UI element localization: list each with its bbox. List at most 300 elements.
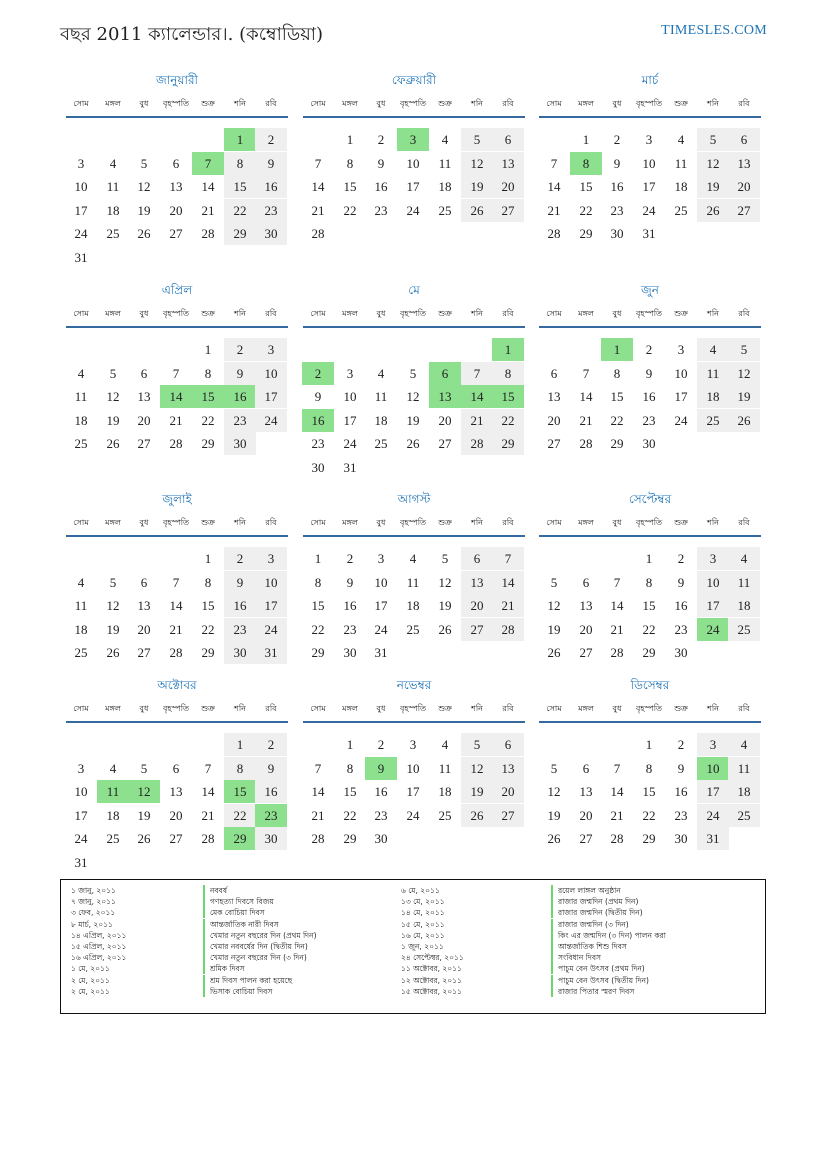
day-cell[interactable]: 31	[697, 827, 729, 850]
day-cell[interactable]: 13	[728, 152, 760, 175]
day-cell[interactable]: 5	[461, 733, 493, 756]
day-cell[interactable]: 3	[346, 365, 354, 381]
day-cell[interactable]: 26	[137, 831, 151, 847]
day-cell[interactable]: 8	[346, 760, 354, 776]
day-cell[interactable]: 25	[106, 226, 120, 242]
day-cell[interactable]: 29	[343, 831, 357, 847]
day-cell[interactable]: 23	[642, 412, 656, 428]
day-cell[interactable]: 26	[106, 436, 120, 452]
holiday-day-cell[interactable]: 9	[365, 757, 397, 780]
day-cell[interactable]: 18	[406, 598, 420, 614]
day-cell[interactable]: 21	[610, 807, 624, 823]
day-cell[interactable]: 17	[642, 179, 656, 195]
day-cell[interactable]: 5	[461, 128, 493, 151]
day-cell[interactable]: 21	[311, 202, 325, 218]
holiday-day-cell[interactable]: 14	[160, 385, 192, 408]
day-cell[interactable]: 9	[613, 155, 621, 171]
day-cell[interactable]: 26	[547, 831, 561, 847]
day-cell[interactable]: 14	[579, 389, 593, 405]
day-cell[interactable]: 22	[201, 621, 215, 637]
day-cell[interactable]: 7	[613, 760, 621, 776]
day-cell[interactable]: 5	[697, 128, 729, 151]
day-cell[interactable]: 12	[461, 757, 493, 780]
day-cell[interactable]: 31	[74, 855, 88, 870]
day-cell[interactable]: 3	[697, 733, 729, 756]
day-cell[interactable]: 1	[314, 551, 322, 566]
day-cell[interactable]: 20	[461, 594, 493, 617]
day-cell[interactable]: 10	[406, 760, 420, 776]
day-cell[interactable]: 2	[255, 128, 287, 151]
day-cell[interactable]: 25	[728, 618, 760, 641]
day-cell[interactable]: 20	[728, 175, 760, 198]
holiday-day-cell[interactable]: 16	[224, 385, 256, 408]
day-cell[interactable]: 10	[697, 571, 729, 594]
day-cell[interactable]: 10	[642, 155, 656, 171]
day-cell[interactable]: 21	[201, 807, 215, 823]
day-cell[interactable]: 6	[140, 574, 148, 590]
day-cell[interactable]: 7	[582, 365, 590, 381]
day-cell[interactable]: 6	[550, 365, 558, 381]
holiday-day-cell[interactable]: 14	[461, 385, 493, 408]
day-cell[interactable]: 28	[610, 831, 624, 847]
day-cell[interactable]: 3	[409, 737, 417, 752]
holiday-day-cell[interactable]: 24	[697, 618, 729, 641]
day-cell[interactable]: 2	[255, 733, 287, 756]
day-cell[interactable]: 18	[106, 202, 120, 218]
day-cell[interactable]: 22	[642, 807, 656, 823]
day-cell[interactable]: 24	[255, 409, 287, 432]
day-cell[interactable]: 31	[74, 250, 88, 265]
holiday-day-cell[interactable]: 1	[224, 128, 256, 151]
day-cell[interactable]: 22	[343, 202, 357, 218]
holiday-day-cell[interactable]: 23	[255, 804, 287, 827]
day-cell[interactable]: 11	[728, 757, 760, 780]
day-cell[interactable]: 24	[343, 436, 357, 452]
day-cell[interactable]: 15	[642, 784, 656, 800]
day-cell[interactable]: 21	[169, 621, 183, 637]
day-cell[interactable]: 7	[461, 362, 493, 385]
day-cell[interactable]: 30	[255, 827, 287, 850]
day-cell[interactable]: 17	[255, 594, 287, 617]
day-cell[interactable]: 16	[224, 594, 256, 617]
day-cell[interactable]: 27	[169, 831, 183, 847]
day-cell[interactable]: 21	[461, 409, 493, 432]
day-cell[interactable]: 20	[492, 175, 524, 198]
day-cell[interactable]: 21	[311, 807, 325, 823]
day-cell[interactable]: 5	[140, 155, 148, 171]
day-cell[interactable]: 20	[438, 412, 452, 428]
day-cell[interactable]: 30	[674, 831, 688, 847]
day-cell[interactable]: 25	[728, 804, 760, 827]
day-cell[interactable]: 28	[311, 226, 325, 242]
day-cell[interactable]: 3	[645, 132, 653, 147]
day-cell[interactable]: 2	[645, 342, 653, 357]
day-cell[interactable]: 3	[697, 547, 729, 570]
day-cell[interactable]: 18	[438, 179, 452, 195]
holiday-day-cell[interactable]: 29	[224, 827, 256, 850]
day-cell[interactable]: 18	[374, 412, 388, 428]
day-cell[interactable]: 11	[697, 362, 729, 385]
day-cell[interactable]: 6	[492, 128, 524, 151]
day-cell[interactable]: 31	[255, 641, 287, 664]
day-cell[interactable]: 6	[582, 574, 590, 590]
day-cell[interactable]: 15	[343, 784, 357, 800]
day-cell[interactable]: 24	[74, 831, 88, 847]
day-cell[interactable]: 17	[406, 179, 420, 195]
day-cell[interactable]: 9	[255, 757, 287, 780]
day-cell[interactable]: 8	[645, 760, 653, 776]
day-cell[interactable]: 10	[255, 571, 287, 594]
day-cell[interactable]: 23	[311, 436, 325, 452]
day-cell[interactable]: 5	[109, 365, 117, 381]
day-cell[interactable]: 18	[106, 807, 120, 823]
day-cell[interactable]: 19	[106, 621, 120, 637]
day-cell[interactable]: 26	[106, 645, 120, 661]
day-cell[interactable]: 11	[728, 571, 760, 594]
day-cell[interactable]: 2	[677, 551, 685, 566]
day-cell[interactable]: 13	[579, 784, 593, 800]
day-cell[interactable]: 24	[697, 804, 729, 827]
day-cell[interactable]: 19	[461, 780, 493, 803]
day-cell[interactable]: 26	[697, 199, 729, 222]
day-cell[interactable]: 27	[579, 645, 593, 661]
day-cell[interactable]: 5	[550, 574, 558, 590]
day-cell[interactable]: 31	[343, 460, 357, 475]
day-cell[interactable]: 5	[441, 551, 449, 566]
day-cell[interactable]: 2	[224, 338, 256, 361]
day-cell[interactable]: 14	[311, 784, 325, 800]
day-cell[interactable]: 19	[697, 175, 729, 198]
day-cell[interactable]: 21	[169, 412, 183, 428]
day-cell[interactable]: 12	[106, 598, 120, 614]
day-cell[interactable]: 30	[674, 645, 688, 661]
day-cell[interactable]: 4	[109, 760, 117, 776]
day-cell[interactable]: 28	[169, 436, 183, 452]
day-cell[interactable]: 6	[582, 760, 590, 776]
day-cell[interactable]: 26	[728, 409, 760, 432]
day-cell[interactable]: 19	[438, 598, 452, 614]
day-cell[interactable]: 9	[224, 571, 256, 594]
day-cell[interactable]: 4	[109, 155, 117, 171]
day-cell[interactable]: 9	[314, 389, 322, 405]
day-cell[interactable]: 22	[224, 804, 256, 827]
day-cell[interactable]: 5	[728, 338, 760, 361]
day-cell[interactable]: 30	[642, 436, 656, 452]
day-cell[interactable]: 27	[169, 226, 183, 242]
day-cell[interactable]: 13	[137, 598, 151, 614]
day-cell[interactable]: 12	[137, 179, 151, 195]
day-cell[interactable]: 4	[728, 547, 760, 570]
day-cell[interactable]: 18	[697, 385, 729, 408]
site-brand-link[interactable]: TIMESLES.COM	[661, 23, 767, 38]
day-cell[interactable]: 19	[461, 175, 493, 198]
day-cell[interactable]: 20	[492, 780, 524, 803]
day-cell[interactable]: 27	[728, 199, 760, 222]
day-cell[interactable]: 24	[642, 202, 656, 218]
day-cell[interactable]: 27	[492, 199, 524, 222]
holiday-day-cell[interactable]: 3	[397, 128, 429, 151]
day-cell[interactable]: 6	[172, 155, 180, 171]
day-cell[interactable]: 21	[201, 202, 215, 218]
day-cell[interactable]: 26	[406, 436, 420, 452]
day-cell[interactable]: 28	[579, 436, 593, 452]
day-cell[interactable]: 9	[677, 574, 685, 590]
day-cell[interactable]: 15	[642, 598, 656, 614]
day-cell[interactable]: 14	[492, 571, 524, 594]
day-cell[interactable]: 2	[677, 737, 685, 752]
day-cell[interactable]: 10	[374, 574, 388, 590]
day-cell[interactable]: 6	[492, 733, 524, 756]
day-cell[interactable]: 18	[674, 179, 688, 195]
day-cell[interactable]: 19	[406, 412, 420, 428]
day-cell[interactable]: 12	[697, 152, 729, 175]
day-cell[interactable]: 7	[172, 365, 180, 381]
day-cell[interactable]: 13	[492, 152, 524, 175]
day-cell[interactable]: 5	[140, 760, 148, 776]
day-cell[interactable]: 9	[677, 760, 685, 776]
day-cell[interactable]: 12	[438, 574, 452, 590]
day-cell[interactable]: 7	[613, 574, 621, 590]
day-cell[interactable]: 23	[674, 807, 688, 823]
day-cell[interactable]: 14	[311, 179, 325, 195]
day-cell[interactable]: 2	[346, 551, 354, 566]
day-cell[interactable]: 21	[492, 594, 524, 617]
day-cell[interactable]: 9	[645, 365, 653, 381]
day-cell[interactable]: 28	[201, 226, 215, 242]
day-cell[interactable]: 16	[255, 780, 287, 803]
day-cell[interactable]: 6	[140, 365, 148, 381]
day-cell[interactable]: 22	[224, 199, 256, 222]
day-cell[interactable]: 21	[610, 621, 624, 637]
day-cell[interactable]: 23	[374, 807, 388, 823]
day-cell[interactable]: 26	[137, 226, 151, 242]
day-cell[interactable]: 4	[377, 365, 385, 381]
day-cell[interactable]: 4	[441, 737, 449, 752]
day-cell[interactable]: 8	[224, 757, 256, 780]
day-cell[interactable]: 17	[697, 780, 729, 803]
day-cell[interactable]: 11	[438, 155, 452, 171]
day-cell[interactable]: 11	[438, 760, 452, 776]
day-cell[interactable]: 27	[492, 804, 524, 827]
day-cell[interactable]: 4	[697, 338, 729, 361]
day-cell[interactable]: 13	[579, 598, 593, 614]
day-cell[interactable]: 10	[674, 365, 688, 381]
day-cell[interactable]: 17	[697, 594, 729, 617]
day-cell[interactable]: 28	[547, 226, 561, 242]
day-cell[interactable]: 7	[314, 155, 322, 171]
day-cell[interactable]: 8	[314, 574, 322, 590]
day-cell[interactable]: 16	[674, 598, 688, 614]
day-cell[interactable]: 3	[377, 551, 385, 566]
day-cell[interactable]: 9	[377, 155, 385, 171]
day-cell[interactable]: 13	[547, 389, 561, 405]
day-cell[interactable]: 8	[204, 574, 212, 590]
day-cell[interactable]: 7	[172, 574, 180, 590]
day-cell[interactable]: 5	[550, 760, 558, 776]
day-cell[interactable]: 17	[374, 598, 388, 614]
day-cell[interactable]: 8	[204, 365, 212, 381]
day-cell[interactable]: 4	[409, 551, 417, 566]
day-cell[interactable]: 3	[255, 547, 287, 570]
day-cell[interactable]: 18	[438, 784, 452, 800]
day-cell[interactable]: 3	[255, 338, 287, 361]
day-cell[interactable]: 16	[255, 175, 287, 198]
day-cell[interactable]: 30	[311, 460, 325, 475]
day-cell[interactable]: 16	[374, 784, 388, 800]
day-cell[interactable]: 25	[697, 409, 729, 432]
day-cell[interactable]: 10	[74, 179, 88, 195]
day-cell[interactable]: 16	[610, 179, 624, 195]
day-cell[interactable]: 3	[677, 342, 685, 357]
day-cell[interactable]: 27	[579, 831, 593, 847]
day-cell[interactable]: 10	[343, 389, 357, 405]
day-cell[interactable]: 20	[137, 621, 151, 637]
day-cell[interactable]: 15	[311, 598, 325, 614]
day-cell[interactable]: 16	[674, 784, 688, 800]
day-cell[interactable]: 4	[728, 733, 760, 756]
day-cell[interactable]: 16	[343, 598, 357, 614]
day-cell[interactable]: 12	[728, 362, 760, 385]
holiday-day-cell[interactable]: 12	[128, 780, 160, 803]
holiday-day-cell[interactable]: 11	[97, 780, 129, 803]
day-cell[interactable]: 7	[492, 547, 524, 570]
holiday-day-cell[interactable]: 15	[224, 780, 256, 803]
day-cell[interactable]: 30	[255, 222, 287, 245]
holiday-day-cell[interactable]: 13	[429, 385, 461, 408]
day-cell[interactable]: 15	[224, 175, 256, 198]
day-cell[interactable]: 24	[374, 621, 388, 637]
day-cell[interactable]: 11	[74, 598, 88, 614]
day-cell[interactable]: 29	[579, 226, 593, 242]
day-cell[interactable]: 20	[169, 807, 183, 823]
day-cell[interactable]: 7	[204, 760, 212, 776]
day-cell[interactable]: 9	[255, 152, 287, 175]
day-cell[interactable]: 29	[224, 222, 256, 245]
day-cell[interactable]: 19	[106, 412, 120, 428]
day-cell[interactable]: 14	[610, 784, 624, 800]
day-cell[interactable]: 23	[224, 409, 256, 432]
day-cell[interactable]: 28	[492, 618, 524, 641]
day-cell[interactable]: 12	[406, 389, 420, 405]
day-cell[interactable]: 29	[642, 831, 656, 847]
day-cell[interactable]: 24	[255, 618, 287, 641]
day-cell[interactable]: 9	[346, 574, 354, 590]
day-cell[interactable]: 1	[645, 737, 653, 752]
day-cell[interactable]: 14	[201, 784, 215, 800]
day-cell[interactable]: 18	[74, 412, 88, 428]
day-cell[interactable]: 26	[438, 621, 452, 637]
day-cell[interactable]: 3	[77, 760, 85, 776]
day-cell[interactable]: 19	[137, 202, 151, 218]
day-cell[interactable]: 21	[579, 412, 593, 428]
day-cell[interactable]: 17	[343, 412, 357, 428]
holiday-day-cell[interactable]: 1	[492, 338, 524, 361]
day-cell[interactable]: 30	[374, 831, 388, 847]
day-cell[interactable]: 14	[547, 179, 561, 195]
day-cell[interactable]: 13	[461, 571, 493, 594]
day-cell[interactable]: 11	[674, 155, 688, 171]
day-cell[interactable]: 22	[201, 412, 215, 428]
day-cell[interactable]: 10	[406, 155, 420, 171]
day-cell[interactable]: 4	[77, 574, 85, 590]
day-cell[interactable]: 1	[204, 551, 212, 566]
day-cell[interactable]: 15	[610, 389, 624, 405]
holiday-day-cell[interactable]: 16	[302, 409, 334, 432]
day-cell[interactable]: 21	[547, 202, 561, 218]
day-cell[interactable]: 1	[204, 342, 212, 357]
day-cell[interactable]: 8	[613, 365, 621, 381]
day-cell[interactable]: 8	[346, 155, 354, 171]
day-cell[interactable]: 31	[642, 226, 656, 242]
day-cell[interactable]: 22	[311, 621, 325, 637]
day-cell[interactable]: 17	[255, 385, 287, 408]
day-cell[interactable]: 1	[346, 132, 354, 147]
day-cell[interactable]: 13	[137, 389, 151, 405]
day-cell[interactable]: 14	[169, 598, 183, 614]
day-cell[interactable]: 29	[610, 436, 624, 452]
day-cell[interactable]: 4	[441, 132, 449, 147]
holiday-day-cell[interactable]: 2	[302, 362, 334, 385]
day-cell[interactable]: 20	[137, 412, 151, 428]
day-cell[interactable]: 17	[74, 807, 88, 823]
holiday-day-cell[interactable]: 15	[492, 385, 524, 408]
day-cell[interactable]: 15	[201, 598, 215, 614]
day-cell[interactable]: 24	[406, 202, 420, 218]
day-cell[interactable]: 5	[409, 365, 417, 381]
day-cell[interactable]: 19	[728, 385, 760, 408]
day-cell[interactable]: 18	[74, 621, 88, 637]
day-cell[interactable]: 31	[374, 645, 388, 661]
holiday-day-cell[interactable]: 15	[192, 385, 224, 408]
day-cell[interactable]: 7	[550, 155, 558, 171]
day-cell[interactable]: 1	[224, 733, 256, 756]
day-cell[interactable]: 25	[374, 436, 388, 452]
day-cell[interactable]: 1	[346, 737, 354, 752]
day-cell[interactable]: 12	[547, 784, 561, 800]
holiday-day-cell[interactable]: 7	[192, 152, 224, 175]
day-cell[interactable]: 11	[374, 389, 388, 405]
day-cell[interactable]: 30	[343, 645, 357, 661]
day-cell[interactable]: 3	[77, 155, 85, 171]
day-cell[interactable]: 10	[74, 784, 88, 800]
day-cell[interactable]: 17	[406, 784, 420, 800]
day-cell[interactable]: 27	[137, 645, 151, 661]
day-cell[interactable]: 6	[172, 760, 180, 776]
day-cell[interactable]: 25	[406, 621, 420, 637]
day-cell[interactable]: 11	[106, 179, 120, 195]
day-cell[interactable]: 16	[642, 389, 656, 405]
day-cell[interactable]: 19	[137, 807, 151, 823]
day-cell[interactable]: 25	[74, 436, 88, 452]
day-cell[interactable]: 30	[610, 226, 624, 242]
day-cell[interactable]: 28	[169, 645, 183, 661]
day-cell[interactable]: 11	[74, 389, 88, 405]
day-cell[interactable]: 28	[461, 432, 493, 455]
day-cell[interactable]: 25	[438, 807, 452, 823]
day-cell[interactable]: 2	[377, 737, 385, 752]
day-cell[interactable]: 28	[610, 645, 624, 661]
day-cell[interactable]: 20	[169, 202, 183, 218]
day-cell[interactable]: 24	[674, 412, 688, 428]
day-cell[interactable]: 17	[674, 389, 688, 405]
holiday-day-cell[interactable]: 8	[570, 152, 602, 175]
day-cell[interactable]: 26	[461, 199, 493, 222]
day-cell[interactable]: 8	[645, 574, 653, 590]
day-cell[interactable]: 29	[201, 436, 215, 452]
day-cell[interactable]: 22	[343, 807, 357, 823]
day-cell[interactable]: 11	[406, 574, 420, 590]
day-cell[interactable]: 28	[311, 831, 325, 847]
